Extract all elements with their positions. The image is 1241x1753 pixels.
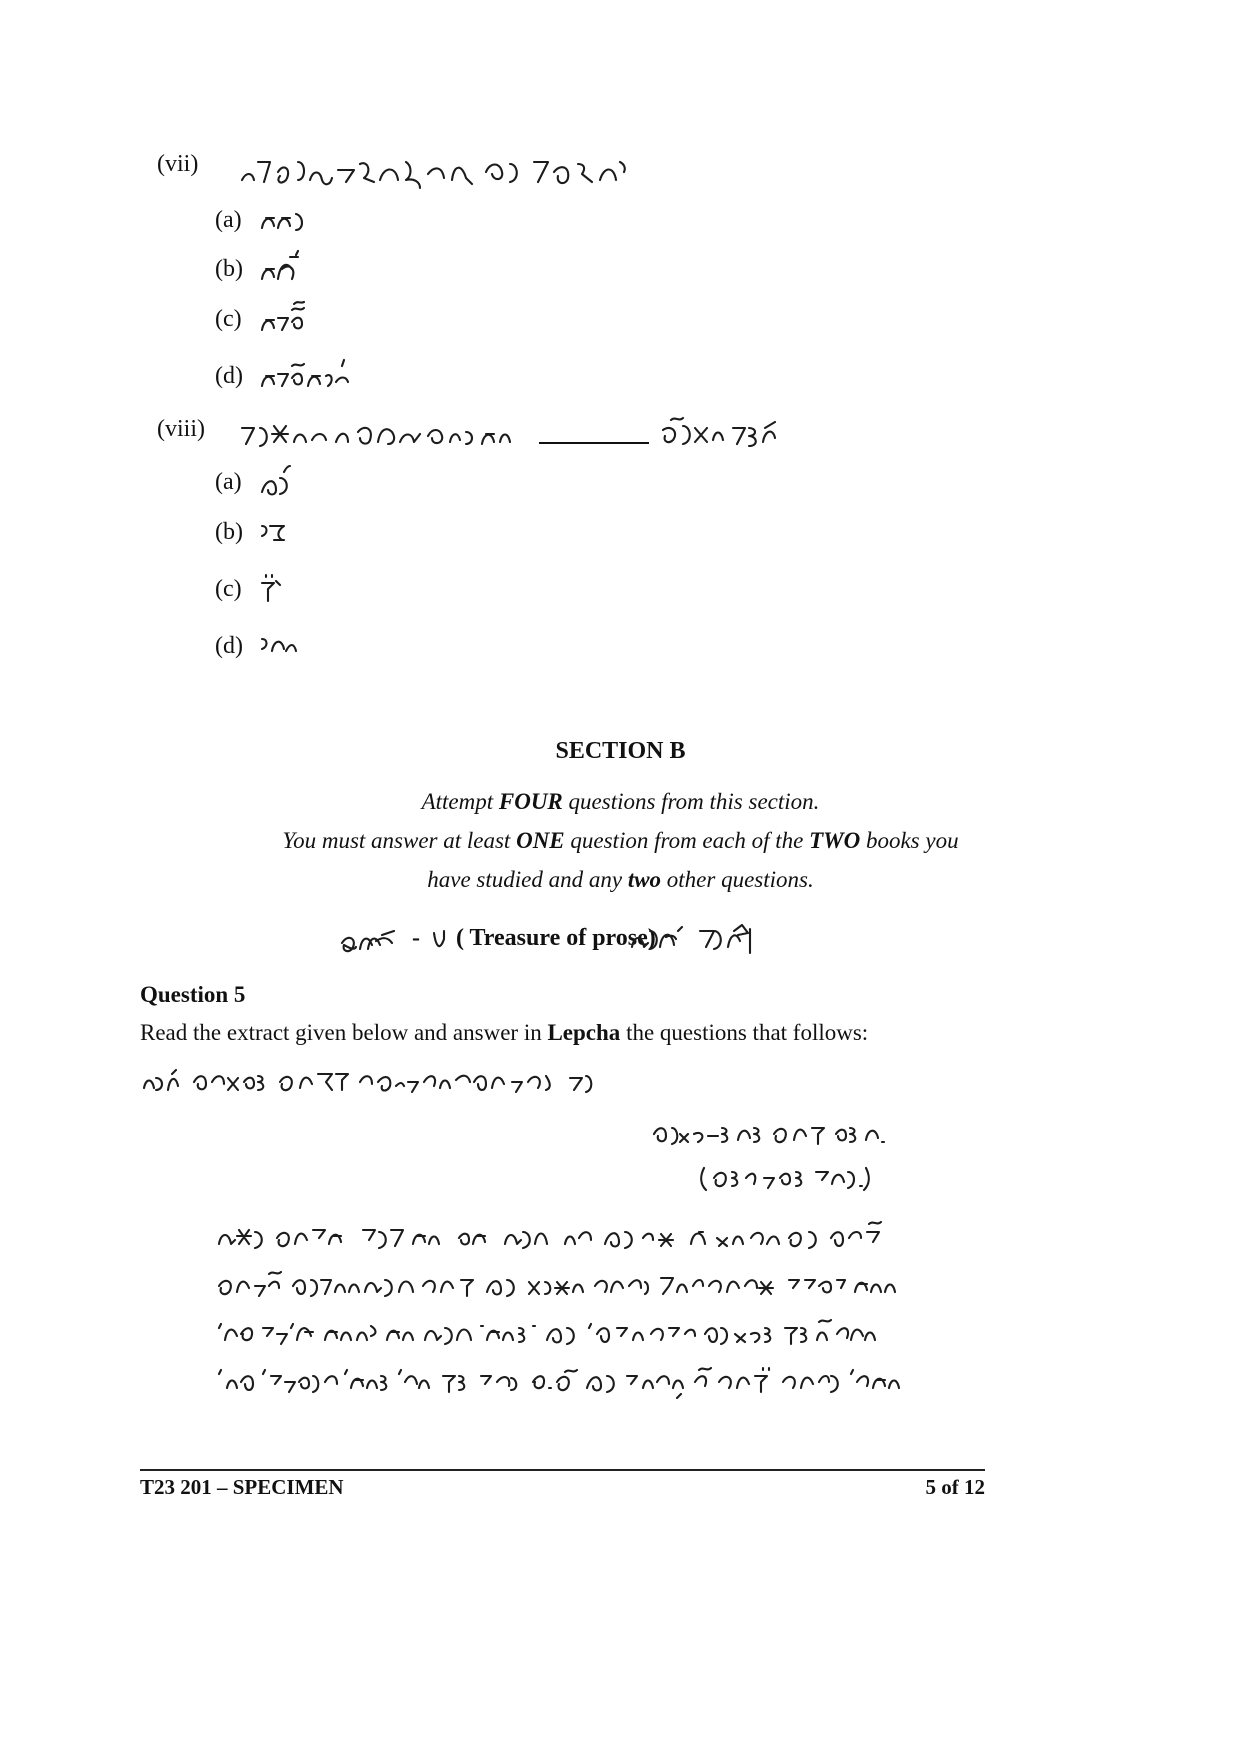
extract-source-2 — [700, 1156, 900, 1196]
prompt-text: the questions that follows: — [620, 1020, 869, 1045]
instruction-emphasis: ONE — [516, 828, 565, 853]
option-viii-b-text — [258, 516, 302, 550]
instruction-text: Attempt — [421, 789, 499, 814]
page-number: 5 of 12 — [925, 1475, 985, 1499]
footer-code: T23 201 – SPECIMEN — [140, 1475, 344, 1499]
option-vii-b-text — [258, 249, 308, 289]
question-number-viii: (viii) — [157, 416, 205, 442]
extract-line-1 — [215, 1216, 905, 1260]
extract-line-2 — [215, 1264, 905, 1308]
option-viii-c-text — [258, 567, 298, 609]
answer-blank — [539, 441, 649, 444]
option-label: (a) — [215, 207, 242, 233]
footer-divider — [140, 1469, 985, 1471]
option-label: (c) — [215, 576, 242, 602]
instruction-emphasis: FOUR — [498, 789, 563, 814]
extract-line-3 — [215, 1312, 905, 1356]
option-label: (b) — [215, 519, 243, 545]
book-heading-lepcha-suffix — [628, 917, 828, 961]
option-label: (a) — [215, 469, 242, 495]
option-label: (d) — [215, 633, 243, 659]
question-vii-text — [238, 150, 638, 194]
option-label: (b) — [215, 256, 243, 282]
option-viii-a-text — [258, 462, 302, 502]
book-heading-lepcha-prefix — [338, 921, 408, 961]
instruction-text: questions from this section. — [562, 789, 820, 814]
prompt-emphasis: Lepcha — [547, 1020, 621, 1045]
instruction-emphasis: TWO — [809, 828, 861, 853]
option-vii-d-text — [258, 352, 358, 396]
section-title: SECTION B — [555, 738, 686, 764]
extract-title — [140, 1060, 640, 1100]
option-label: (c) — [215, 306, 242, 332]
question-viii-text-part1 — [238, 414, 528, 454]
instruction-text: have studied and any — [427, 867, 628, 892]
extract-source-1 — [650, 1112, 890, 1152]
option-label: (d) — [215, 363, 243, 389]
section-instruction-3 — [0, 867, 1241, 893]
book-heading-title: ( Treasure of prose) — [456, 925, 656, 951]
option-viii-d-text — [258, 629, 302, 663]
instruction-text: question from each of the — [564, 828, 810, 853]
question-number-vii: (vii) — [157, 151, 199, 177]
instruction-text: books you — [860, 828, 959, 853]
book-heading — [338, 917, 838, 963]
extract-line-4 — [215, 1360, 905, 1404]
instruction-text: You must answer at least — [282, 828, 517, 853]
instruction-text: other questions. — [661, 867, 814, 892]
option-vii-c-text — [258, 296, 308, 340]
prompt-text: Read the extract given below and answer in — [140, 1020, 548, 1045]
section-instruction-2 — [0, 828, 1241, 854]
option-vii-a-text — [258, 204, 308, 238]
question-5-prompt — [140, 1020, 868, 1046]
question-viii-text-part2 — [659, 412, 779, 454]
section-instruction-1 — [0, 789, 1241, 815]
book-heading-lepcha-letter — [430, 927, 450, 957]
instruction-emphasis: two — [627, 867, 662, 892]
question-5-heading: Question 5 — [140, 982, 246, 1007]
book-heading-dash: - — [412, 925, 420, 951]
